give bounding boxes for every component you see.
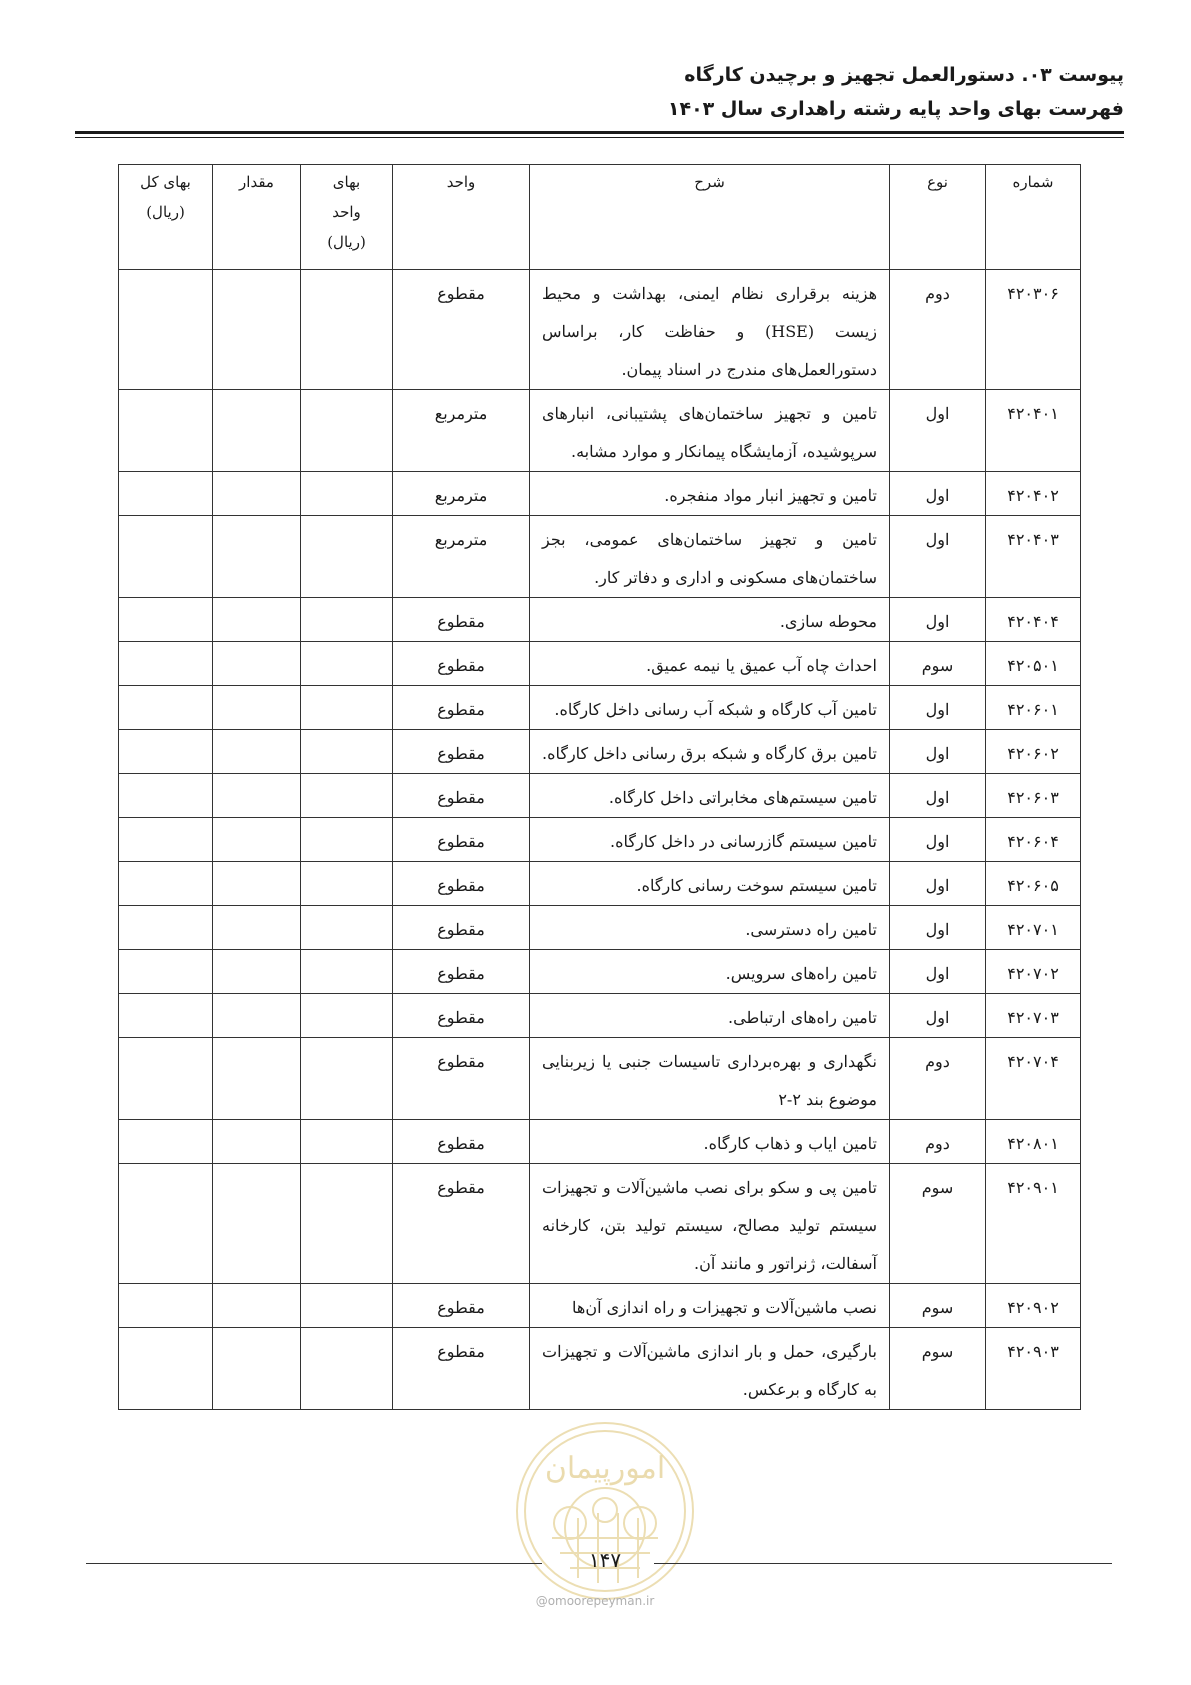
row-code: ۴۲۰۶۰۴: [986, 818, 1081, 862]
row-total-price: [119, 1328, 213, 1410]
row-type: دوم: [890, 1038, 986, 1120]
row-quantity: [213, 1164, 301, 1284]
row-total-price: [119, 862, 213, 906]
row-unit: مترمربع: [393, 390, 530, 472]
footer-rule-right: [654, 1563, 1112, 1564]
row-type: اول: [890, 472, 986, 516]
row-code: ۴۲۰۹۰۲: [986, 1284, 1081, 1328]
row-unit-price: [301, 1120, 393, 1164]
row-description: نصب ماشین‌آلات و تجهیزات و راه اندازی آن‌ها: [530, 1284, 890, 1328]
row-unit-price: [301, 598, 393, 642]
table-row: [119, 1328, 1081, 1410]
row-total-price: [119, 472, 213, 516]
page-number: ۱۴۷: [588, 1548, 622, 1572]
row-unit-price: [301, 1328, 393, 1410]
header-rule-thin: [75, 137, 1124, 138]
row-unit: مترمربع: [393, 472, 530, 516]
row-quantity: [213, 818, 301, 862]
row-code: ۴۲۰۹۰۳: [986, 1328, 1081, 1410]
table-row: [119, 1284, 1081, 1328]
header-appendix-title: پیوست ۰۳. دستورالعمل تجهیز و برچیدن کارگاه: [684, 64, 1124, 86]
table-row: [119, 906, 1081, 950]
row-total-price: [119, 1284, 213, 1328]
row-description: تامین و تجهیز انبار مواد منفجره.: [530, 472, 890, 516]
watermark-seal-text: امورپیمان: [544, 1451, 666, 1486]
row-type: دوم: [890, 1120, 986, 1164]
row-unit: مترمربع: [393, 516, 530, 598]
unit-price-line-2: واحد: [332, 203, 361, 221]
row-type: اول: [890, 516, 986, 598]
row-total-price: [119, 774, 213, 818]
table-row: [119, 950, 1081, 994]
row-unit: مقطوع: [393, 1328, 530, 1410]
row-type: اول: [890, 950, 986, 994]
row-quantity: [213, 906, 301, 950]
table-row: [119, 1120, 1081, 1164]
col-header-unit-price: [301, 165, 393, 270]
row-type: اول: [890, 818, 986, 862]
row-description: تامین سیستم‌های مخابراتی داخل کارگاه.: [530, 774, 890, 818]
row-description: تامین راه‌های ارتباطی.: [530, 994, 890, 1038]
table-row: [119, 642, 1081, 686]
row-code: ۴۲۰۷۰۴: [986, 1038, 1081, 1120]
header-pricelist-title: فهرست بهای واحد پایه رشته راهداری سال ۱۴۰۳: [667, 98, 1124, 120]
row-quantity: [213, 1120, 301, 1164]
row-description: تامین راه دسترسی.: [530, 906, 890, 950]
row-unit: مقطوع: [393, 730, 530, 774]
row-unit-price: [301, 730, 393, 774]
row-quantity: [213, 1284, 301, 1328]
row-total-price: [119, 906, 213, 950]
table-row: [119, 730, 1081, 774]
table-row: [119, 516, 1081, 598]
row-total-price: [119, 686, 213, 730]
row-description: تامین پی و سکو برای نصب ماشین‌آلات و تجهیزات سیستم تولید مصالح، سیستم تولید بتن، کارخانه آسفالت، ژنراتور و مانند آن.: [530, 1164, 890, 1284]
row-quantity: [213, 950, 301, 994]
row-type: اول: [890, 774, 986, 818]
row-unit-price: [301, 1284, 393, 1328]
row-unit: مقطوع: [393, 774, 530, 818]
row-unit-price: [301, 862, 393, 906]
unit-price-line-1: بهای: [332, 173, 361, 191]
row-code: ۴۲۰۷۰۳: [986, 994, 1081, 1038]
row-description: هزینه برقراری نظام ایمنی، بهداشت و محیط زیست (HSE) و حفاظت کار، براساس دستورالعمل‌های مندرج در اسناد پیمان.: [530, 270, 890, 390]
row-unit: مقطوع: [393, 642, 530, 686]
omoorepeyman-seal-watermark: [512, 1418, 698, 1604]
row-total-price: [119, 730, 213, 774]
row-unit: مقطوع: [393, 994, 530, 1038]
table-row: [119, 686, 1081, 730]
row-description: احداث چاه آب عمیق یا نیمه عمیق.: [530, 642, 890, 686]
row-type: سوم: [890, 1164, 986, 1284]
row-unit: مقطوع: [393, 862, 530, 906]
row-description: تامین سیستم گازرسانی در داخل کارگاه.: [530, 818, 890, 862]
row-type: سوم: [890, 1284, 986, 1328]
footer-rule-left: [86, 1563, 542, 1564]
row-type: اول: [890, 390, 986, 472]
row-unit: مقطوع: [393, 950, 530, 994]
row-type: اول: [890, 906, 986, 950]
row-unit-price: [301, 516, 393, 598]
row-code: ۴۲۰۶۰۵: [986, 862, 1081, 906]
row-unit: مقطوع: [393, 906, 530, 950]
table-header-row: [119, 165, 1081, 270]
table-body: [119, 270, 1081, 1410]
row-quantity: [213, 994, 301, 1038]
row-unit-price: [301, 390, 393, 472]
col-header-type: نوع: [890, 165, 986, 270]
row-description: تامین و تجهیز ساختمان‌های پشتیبانی، انبارهای سرپوشیده، آزمایشگاه پیمانکار و موارد مشابه.: [530, 390, 890, 472]
row-type: اول: [890, 730, 986, 774]
table-row: [119, 390, 1081, 472]
row-total-price: [119, 950, 213, 994]
table-row: [119, 598, 1081, 642]
header-rule-thick: [75, 131, 1124, 134]
table-row: [119, 862, 1081, 906]
col-header-unit: واحد: [393, 165, 530, 270]
row-code: ۴۲۰۹۰۱: [986, 1164, 1081, 1284]
row-type: اول: [890, 862, 986, 906]
row-description: تامین ایاب و ذهاب کارگاه.: [530, 1120, 890, 1164]
total-price-line-1: بهای کل: [140, 173, 191, 191]
table-row: [119, 270, 1081, 390]
table-row: [119, 774, 1081, 818]
row-quantity: [213, 862, 301, 906]
row-unit-price: [301, 906, 393, 950]
row-unit-price: [301, 686, 393, 730]
row-code: ۴۲۰۳۰۶: [986, 270, 1081, 390]
row-code: ۴۲۰۴۰۳: [986, 516, 1081, 598]
row-quantity: [213, 516, 301, 598]
table-row: [119, 994, 1081, 1038]
price-table: [118, 164, 1081, 1410]
row-unit: مقطوع: [393, 598, 530, 642]
col-header-total-price: [119, 165, 213, 270]
row-total-price: [119, 516, 213, 598]
row-type: سوم: [890, 1328, 986, 1410]
row-code: ۴۲۰۴۰۱: [986, 390, 1081, 472]
row-description: تامین راه‌های سرویس.: [530, 950, 890, 994]
row-code: ۴۲۰۷۰۱: [986, 906, 1081, 950]
table-row: [119, 472, 1081, 516]
row-quantity: [213, 1328, 301, 1410]
row-unit: مقطوع: [393, 270, 530, 390]
row-unit: مقطوع: [393, 1038, 530, 1120]
row-unit-price: [301, 1038, 393, 1120]
row-total-price: [119, 1120, 213, 1164]
row-unit-price: [301, 270, 393, 390]
row-total-price: [119, 390, 213, 472]
row-total-price: [119, 1038, 213, 1120]
row-total-price: [119, 642, 213, 686]
row-total-price: [119, 270, 213, 390]
row-description: محوطه سازی.: [530, 598, 890, 642]
footer-site-watermark: @omoorepeyman.ir: [535, 1594, 655, 1608]
row-unit-price: [301, 774, 393, 818]
row-quantity: [213, 270, 301, 390]
row-type: اول: [890, 686, 986, 730]
row-code: ۴۲۰۴۰۲: [986, 472, 1081, 516]
unit-price-line-3: (ریال): [327, 233, 366, 251]
row-quantity: [213, 686, 301, 730]
col-header-code: شماره: [986, 165, 1081, 270]
row-type: دوم: [890, 270, 986, 390]
row-code: ۴۲۰۶۰۳: [986, 774, 1081, 818]
row-unit-price: [301, 642, 393, 686]
row-type: سوم: [890, 642, 986, 686]
row-description: تامین برق کارگاه و شبکه برق رسانی داخل کارگاه.: [530, 730, 890, 774]
row-code: ۴۲۰۷۰۲: [986, 950, 1081, 994]
col-header-quantity: مقدار: [213, 165, 301, 270]
row-description: بارگیری، حمل و بار اندازی ماشین‌آلات و تجهیزات به کارگاه و برعکس.: [530, 1328, 890, 1410]
row-total-price: [119, 818, 213, 862]
row-description: تامین آب کارگاه و شبکه آب رسانی داخل کارگاه.: [530, 686, 890, 730]
row-description: نگهداری و بهره‌برداری تاسیسات جنبی یا زیربنایی موضوع بند ۲-۲: [530, 1038, 890, 1120]
row-unit-price: [301, 472, 393, 516]
row-unit: مقطوع: [393, 818, 530, 862]
row-unit: مقطوع: [393, 1164, 530, 1284]
row-quantity: [213, 1038, 301, 1120]
total-price-line-2: (ریال): [146, 203, 185, 221]
row-unit: مقطوع: [393, 686, 530, 730]
row-code: ۴۲۰۶۰۲: [986, 730, 1081, 774]
page-header: [75, 58, 1124, 126]
row-unit-price: [301, 994, 393, 1038]
row-code: ۴۲۰۶۰۱: [986, 686, 1081, 730]
row-quantity: [213, 730, 301, 774]
row-description: تامین و تجهیز ساختمان‌های عمومی، بجز ساختمان‌های مسکونی و اداری و دفاتر کار.: [530, 516, 890, 598]
row-quantity: [213, 390, 301, 472]
row-total-price: [119, 994, 213, 1038]
row-quantity: [213, 642, 301, 686]
row-quantity: [213, 598, 301, 642]
row-unit-price: [301, 1164, 393, 1284]
row-total-price: [119, 598, 213, 642]
table-row: [119, 818, 1081, 862]
row-unit-price: [301, 818, 393, 862]
row-description: تامین سیستم سوخت رسانی کارگاه.: [530, 862, 890, 906]
table-row: [119, 1164, 1081, 1284]
row-code: ۴۲۰۵۰۱: [986, 642, 1081, 686]
row-unit-price: [301, 950, 393, 994]
row-quantity: [213, 472, 301, 516]
table-row: [119, 1038, 1081, 1120]
row-quantity: [213, 774, 301, 818]
row-type: اول: [890, 598, 986, 642]
row-code: ۴۲۰۴۰۴: [986, 598, 1081, 642]
row-code: ۴۲۰۸۰۱: [986, 1120, 1081, 1164]
row-total-price: [119, 1164, 213, 1284]
row-unit: مقطوع: [393, 1120, 530, 1164]
row-type: اول: [890, 994, 986, 1038]
row-unit: مقطوع: [393, 1284, 530, 1328]
col-header-description: شرح: [530, 165, 890, 270]
